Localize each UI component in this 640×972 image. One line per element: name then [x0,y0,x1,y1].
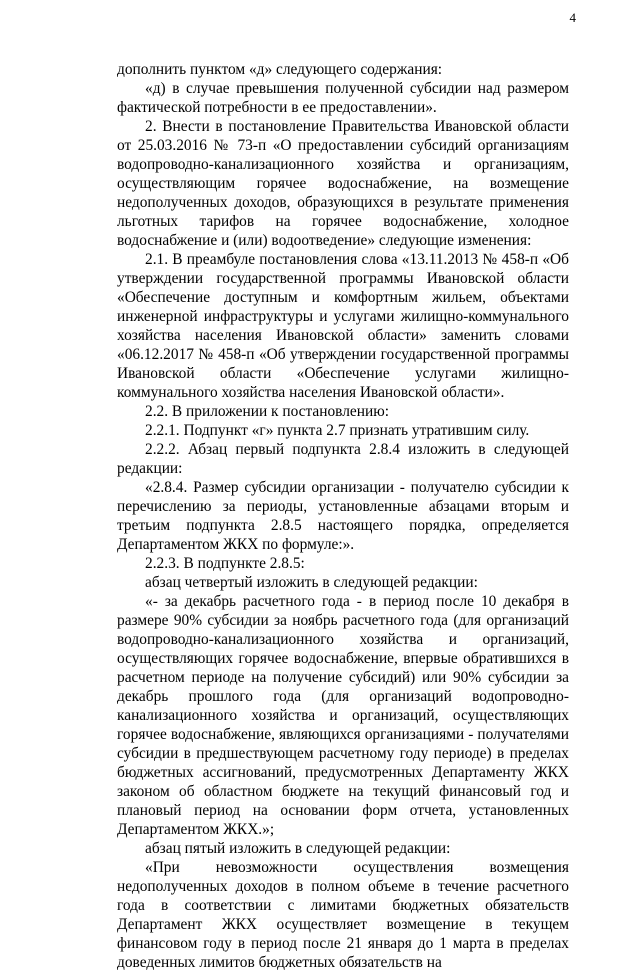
document-body [117,60,569,972]
page-number: 4 [569,10,576,25]
paragraph-5: 2.2. В приложении к постановлению: [145,403,389,420]
paragraph-10: абзац четвертый изложить в следующей редакции: [145,574,478,591]
paragraph-11: «- за декабрь расчетного года - в период после 10 декабря в размере 90% субсидии за ноябрь расчетного года (для организаций водопроводно-канализационного хозяйства и организаций, осуществляющих горячее водоснабжение, впервые обратившихся в расчетном периоде на получение субсидий) или 90% субсидии за декабрь прошлого года (для организаций водопроводно-канализационного хозяйства и организаций, осуществляющих горячее водоснабжение, являющихся организациями - получателями субсидии в предшествующем расчетному году периоде) в пределах бюджетных ассигнований, предусмотренных Департаменту ЖКХ законом об областном бюджете на текущий финансовый год и плановый период на основании форм отчета, установленных Департаментом ЖКХ.»; [117,593,569,838]
paragraph-1: дополнить пунктом «д» следующего содержания: [117,61,443,78]
paragraph-6: 2.2.1. Подпункт «г» пункта 2.7 признать утратившим силу. [145,422,530,439]
paragraph-3: 2. Внести в постановление Правительства Ивановской области от 25.03.2016 № 73-п «О предоставлении субсидий организациям водопроводно-канализационного хозяйства и организациям, осуществляющим горячее водоснабжение, на возмещение недополученных доходов, образующихся в результате применения льготных тарифов на горячее водоснабжение, холодное водоснабжение и (или) водоотведение» следующие изменения: [117,118,569,249]
paragraph-7: 2.2.2. Абзац первый подпункта 2.8.4 изложить в следующей редакции: [117,441,569,477]
paragraph-2: «д) в случае превышения полученной субсидии над размером фактической потребности в ее предоставлении». [117,80,569,116]
paragraph-9: 2.2.3. В подпункте 2.8.5: [145,555,305,572]
paragraph-13: «При невозможности осуществления возмещения недополученных доходов в полном объеме в течение расчетного года в соответствии с лимитами бюджетных обязательств Департамент ЖКХ осуществляет возмещение в текущем финансовом году в период после 21 января до 1 марта в пределах доведенных лимитов бюджетных обязательств на [117,859,569,971]
paragraph-8: «2.8.4. Размер субсидии организации - получателю субсидии к перечислению за периоды, установленные абзацами вторым и третьим подпункта 2.8.5 настоящего порядка, определяется Департаментом ЖКХ по формуле:». [117,479,569,553]
paragraph-12: абзац пятый изложить в следующей редакции: [145,840,451,857]
paragraph-4: 2.1. В преамбуле постановления слова «13.11.2013 № 458-п «Об утверждении государственной программы Ивановской области «Обеспечение доступным и комфортным жильем, объектами инженерной инфраструктуры и услугами жилищно-коммунального хозяйства населения Ивановской области» заменить словами «06.12.2017 № 458-п «Об утверждении государственной программы Ивановской области «Обеспечение услугами жилищно-коммунального хозяйства населения Ивановской области». [117,251,569,401]
